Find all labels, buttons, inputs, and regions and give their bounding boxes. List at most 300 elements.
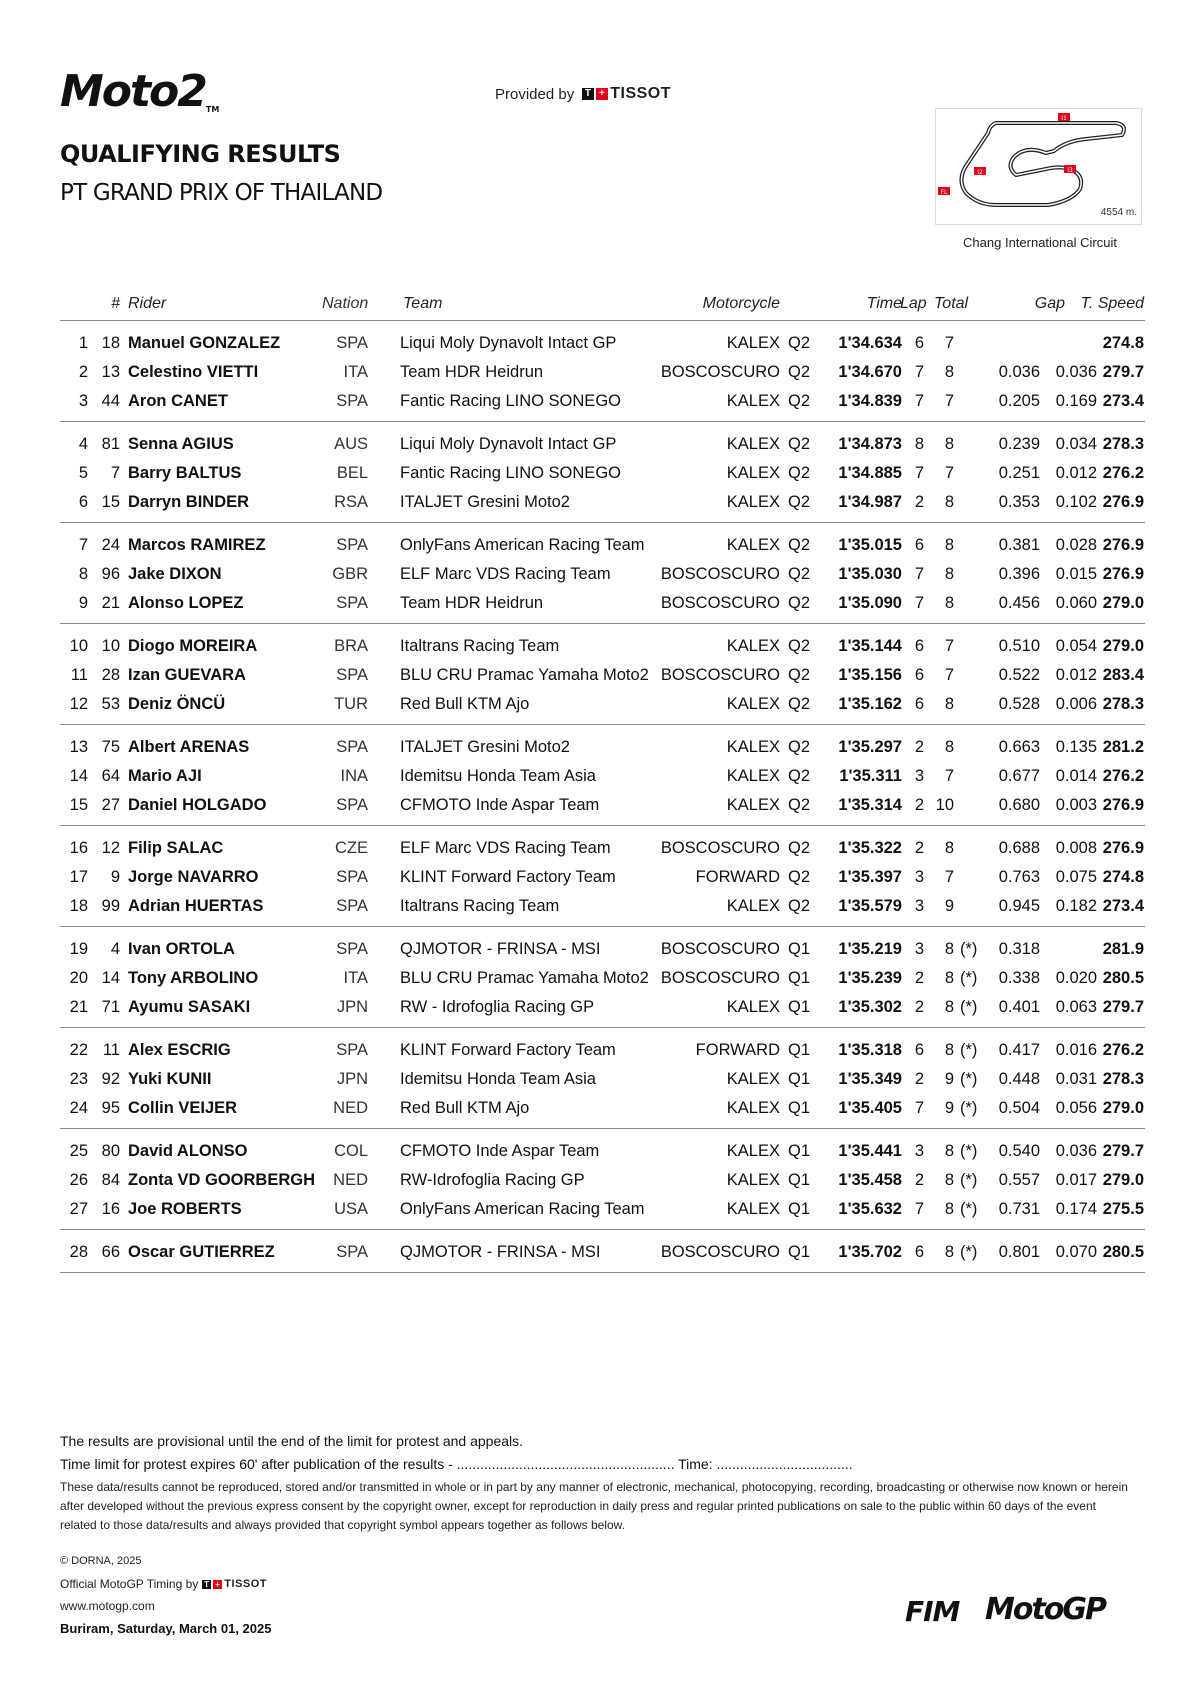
position: 16 <box>69 839 88 857</box>
nation: ITA <box>343 363 368 381</box>
lap-time: 1'34.634 <box>838 334 902 352</box>
protest-note: Time limit for protest expires 60' after publication of the results - ........................................................ Time: ................................... <box>60 1456 853 1472</box>
team-name: OnlyFans American Racing Team <box>400 1200 645 1218</box>
session: Q2 <box>787 897 810 915</box>
nation: SPA <box>336 1243 368 1261</box>
rider-number: 21 <box>101 594 120 612</box>
session: Q1 <box>787 1142 810 1160</box>
rider-name: Marcos RAMIREZ <box>128 536 266 554</box>
nation: SPA <box>336 868 368 886</box>
best-lap: 2 <box>914 493 924 511</box>
motorcycle: KALEX <box>726 1142 780 1160</box>
results-table <box>60 290 1145 1273</box>
lap-time: 1'35.162 <box>838 695 902 713</box>
table-row <box>60 863 1145 892</box>
top-speed: 280.5 <box>1102 969 1144 987</box>
best-lap: 3 <box>914 767 924 785</box>
table-row <box>60 1065 1145 1094</box>
nation: SPA <box>336 1041 368 1059</box>
motorcycle: KALEX <box>726 767 780 785</box>
rider-number: 96 <box>101 565 120 583</box>
total-laps: 10 <box>935 796 954 814</box>
motorcycle: BOSCOSCURO <box>660 1243 780 1261</box>
q1-flag: (*) <box>960 1099 978 1117</box>
gap-previous: 0.169 <box>1055 392 1097 410</box>
gap-previous: 0.028 <box>1055 536 1097 554</box>
top-speed: 283.4 <box>1102 666 1144 684</box>
row-group <box>60 1230 1145 1273</box>
table-row <box>60 459 1145 488</box>
table-row <box>60 430 1145 459</box>
motorcycle: KALEX <box>726 1171 780 1189</box>
position: 27 <box>69 1200 88 1218</box>
table-row <box>60 531 1145 560</box>
nation: JPN <box>336 1070 368 1088</box>
rider-name: Collin VEIJER <box>128 1099 238 1117</box>
event-title: PT GRAND PRIX OF THAILAND <box>60 180 383 206</box>
table-row <box>60 935 1145 964</box>
motorcycle: KALEX <box>726 334 780 352</box>
timing-credit: Official MotoGP Timing by T + TISSOT <box>60 1577 268 1591</box>
position: 11 <box>70 666 88 684</box>
top-speed: 276.2 <box>1102 1041 1144 1059</box>
session: Q2 <box>787 334 810 352</box>
rider-number: 81 <box>101 435 120 453</box>
header-nation: Nation <box>322 295 369 312</box>
lap-time: 1'35.302 <box>838 998 902 1016</box>
table-row <box>60 1036 1145 1065</box>
position: 3 <box>78 392 88 410</box>
team-name: Liqui Moly Dynavolt Intact GP <box>400 435 617 453</box>
rider-name: Adrian HUERTAS <box>128 897 264 915</box>
nation: NED <box>333 1099 368 1117</box>
team-name: QJMOTOR - FRINSA - MSI <box>400 1243 601 1261</box>
rider-name: Tony ARBOLINO <box>128 969 259 987</box>
lap-time: 1'35.311 <box>839 767 902 785</box>
gap: 0.318 <box>998 940 1040 958</box>
rider-name: Alonso LOPEZ <box>128 594 244 612</box>
top-speed: 280.5 <box>1102 1243 1144 1261</box>
gap: 0.456 <box>998 594 1040 612</box>
top-speed: 278.3 <box>1102 1070 1144 1088</box>
session: Q2 <box>787 796 810 814</box>
q1-flag: (*) <box>960 1171 978 1189</box>
rider-name: Celestino VIETTI <box>128 363 259 381</box>
motorcycle: BOSCOSCURO <box>660 565 780 583</box>
session: Q2 <box>787 695 810 713</box>
position: 14 <box>69 767 88 785</box>
session: Q1 <box>787 1243 810 1261</box>
finish-line-label: FL <box>940 189 948 196</box>
table-row <box>60 762 1145 791</box>
best-lap: 7 <box>914 565 924 583</box>
session: Q1 <box>787 998 810 1016</box>
rider-number: 24 <box>101 536 120 554</box>
best-lap: 6 <box>914 1243 924 1261</box>
row-group <box>60 1028 1145 1129</box>
total-laps: 8 <box>944 969 954 987</box>
position: 15 <box>69 796 88 814</box>
best-lap: 7 <box>914 363 924 381</box>
header-speed: T. Speed <box>1080 295 1144 312</box>
rider-number: 13 <box>101 363 120 381</box>
gap-previous: 0.003 <box>1055 796 1097 814</box>
position: 7 <box>78 536 88 554</box>
best-lap: 6 <box>914 536 924 554</box>
position: 1 <box>78 334 88 352</box>
rider-number: 18 <box>101 334 120 352</box>
gap: 0.528 <box>998 695 1040 713</box>
total-laps: 8 <box>944 940 954 958</box>
best-lap: 7 <box>914 1099 924 1117</box>
rider-number: 84 <box>101 1171 120 1189</box>
row-group <box>60 624 1145 725</box>
session: Q2 <box>787 839 810 857</box>
lap-time: 1'35.702 <box>838 1243 902 1261</box>
total-laps: 7 <box>944 868 954 886</box>
table-row <box>60 560 1145 589</box>
team-name: Fantic Racing LINO SONEGO <box>400 464 621 482</box>
team-name: Team HDR Heidrun <box>400 594 544 612</box>
rider-number: 92 <box>101 1070 120 1088</box>
top-speed: 279.7 <box>1102 363 1144 381</box>
position: 2 <box>78 363 88 381</box>
total-laps: 7 <box>944 392 954 410</box>
top-speed: 279.7 <box>1102 1142 1144 1160</box>
rider-number: 27 <box>101 796 120 814</box>
table-row <box>60 358 1145 387</box>
motorcycle: KALEX <box>726 1200 780 1218</box>
motorcycle: KALEX <box>726 493 780 511</box>
total-laps: 8 <box>944 565 954 583</box>
position: 28 <box>69 1243 88 1261</box>
session: Q1 <box>787 969 810 987</box>
rider-number: 53 <box>101 695 120 713</box>
motorcycle: KALEX <box>726 1099 780 1117</box>
motorcycle: KALEX <box>726 392 780 410</box>
total-laps: 7 <box>944 637 954 655</box>
row-group <box>60 826 1145 927</box>
team-name: BLU CRU Pramac Yamaha Moto2 <box>400 969 649 987</box>
position: 8 <box>78 565 88 583</box>
lap-time: 1'35.297 <box>838 738 902 756</box>
gap-previous: 0.006 <box>1055 695 1097 713</box>
place-date: Buriram, Saturday, March 01, 2025 <box>60 1621 272 1636</box>
top-speed: 276.9 <box>1102 839 1144 857</box>
total-laps: 8 <box>944 493 954 511</box>
motorcycle: KALEX <box>726 637 780 655</box>
gap-previous: 0.135 <box>1055 738 1097 756</box>
team-name: Team HDR Heidrun <box>400 363 544 381</box>
gap-previous: 0.182 <box>1055 897 1097 915</box>
rider-name: Zonta VD GOORBERGH <box>128 1171 316 1189</box>
copyright-note: These data/results cannot be reproduced, stored and/or transmitted in whole or in part by any manner of electronic, mechanical, photocopying, recording, broadcasting or otherwise now known or herein after developed without the previous express consent by the copyright owner, except for reproduction in daily press and regular printed publications on sale to the public within 60 days of the event related to those data/results and always provided that copyright symbol appears together as follows below. <box>60 1480 1128 1532</box>
rider-name: Albert ARENAS <box>128 738 250 756</box>
header-team: Team <box>403 295 443 312</box>
gap-previous: 0.063 <box>1055 998 1097 1016</box>
best-lap: 7 <box>914 594 924 612</box>
total-laps: 8 <box>944 695 954 713</box>
session: Q2 <box>787 594 810 612</box>
lap-time: 1'35.219 <box>838 940 902 958</box>
gap: 0.239 <box>998 435 1040 453</box>
team-name: KLINT Forward Factory Team <box>400 868 616 886</box>
best-lap: 7 <box>914 464 924 482</box>
nation: RSA <box>334 493 368 511</box>
tissot-logo: T + TISSOT <box>204 1578 268 1590</box>
total-laps: 9 <box>944 1099 954 1117</box>
motorcycle: KALEX <box>726 1070 780 1088</box>
top-speed: 279.0 <box>1102 594 1144 612</box>
session: Q2 <box>787 493 810 511</box>
team-name: Red Bull KTM Ajo <box>400 695 530 713</box>
gap: 0.381 <box>998 536 1040 554</box>
gap: 0.945 <box>998 897 1040 915</box>
total-laps: 9 <box>944 897 954 915</box>
rider-number: 9 <box>110 868 120 886</box>
gap-previous: 0.015 <box>1055 565 1097 583</box>
table-header <box>60 290 1145 321</box>
top-speed: 279.0 <box>1102 1171 1144 1189</box>
session: Q2 <box>787 392 810 410</box>
rider-name: Filip SALAC <box>128 839 224 857</box>
motorcycle: BOSCOSCURO <box>660 594 780 612</box>
lap-time: 1'34.839 <box>838 392 902 410</box>
position: 19 <box>69 940 88 958</box>
results-body <box>60 321 1145 1273</box>
best-lap: 3 <box>914 897 924 915</box>
position: 23 <box>69 1070 88 1088</box>
team-name: RW - Idrofoglia Racing GP <box>400 998 595 1016</box>
gap-previous: 0.174 <box>1055 1200 1097 1218</box>
lap-time: 1'35.318 <box>838 1041 902 1059</box>
rider-name: Ivan ORTOLA <box>128 940 235 958</box>
gap: 0.401 <box>998 998 1040 1016</box>
motorcycle: KALEX <box>726 897 780 915</box>
top-speed: 281.2 <box>1102 738 1144 756</box>
session: Q1 <box>787 1200 810 1218</box>
total-laps: 8 <box>944 998 954 1016</box>
top-speed: 278.3 <box>1102 695 1144 713</box>
motorcycle: BOSCOSCURO <box>660 363 780 381</box>
nation: COL <box>334 1142 368 1160</box>
nation: SPA <box>336 897 368 915</box>
team-name: Idemitsu Honda Team Asia <box>400 1070 596 1088</box>
nation: SPA <box>336 392 368 410</box>
nation: JPN <box>336 998 368 1016</box>
best-lap: 6 <box>914 666 924 684</box>
rider-name: Diogo MOREIRA <box>128 637 258 655</box>
best-lap: 2 <box>914 796 924 814</box>
team-name: Red Bull KTM Ajo <box>400 1099 530 1117</box>
session: Q2 <box>787 565 810 583</box>
gap: 0.801 <box>998 1243 1040 1261</box>
rider-name: Jorge NAVARRO <box>128 868 259 886</box>
team-name: ELF Marc VDS Racing Team <box>400 839 611 857</box>
table-row <box>60 892 1145 921</box>
session: Q1 <box>787 1099 810 1117</box>
nation: GBR <box>332 565 368 583</box>
rider-name: Deniz ÖNCÜ <box>128 695 226 713</box>
rider-number: 4 <box>110 940 120 958</box>
rider-number: 80 <box>101 1142 120 1160</box>
q1-flag: (*) <box>960 998 978 1016</box>
rider-name: Darryn BINDER <box>128 493 250 511</box>
session: Q2 <box>787 435 810 453</box>
top-speed: 274.8 <box>1102 334 1144 352</box>
gap: 0.417 <box>998 1041 1040 1059</box>
page-title: QUALIFYING RESULTS <box>60 140 341 168</box>
motogp-logo: MotoGP <box>985 1592 1106 1627</box>
best-lap: 7 <box>914 392 924 410</box>
motorcycle: FORWARD <box>695 1041 780 1059</box>
nation: SPA <box>336 666 368 684</box>
q1-flag: (*) <box>960 1243 978 1261</box>
best-lap: 6 <box>914 695 924 713</box>
gap: 0.338 <box>998 969 1040 987</box>
gap-previous: 0.012 <box>1055 464 1097 482</box>
table-row <box>60 1238 1145 1267</box>
provided-by-label: Provided by <box>495 85 575 103</box>
lap-time: 1'35.030 <box>838 565 902 583</box>
total-laps: 8 <box>944 363 954 381</box>
top-speed: 279.7 <box>1102 998 1144 1016</box>
best-lap: 2 <box>914 998 924 1016</box>
lap-time: 1'34.873 <box>838 435 902 453</box>
gap-previous: 0.102 <box>1055 493 1097 511</box>
circuit-map <box>935 108 1142 225</box>
circuit-name: Chang International Circuit <box>963 235 1117 250</box>
header-lap: Lap <box>900 295 927 312</box>
gap: 0.510 <box>998 637 1040 655</box>
total-laps: 8 <box>944 536 954 554</box>
top-speed: 276.2 <box>1102 767 1144 785</box>
gap-previous: 0.017 <box>1055 1171 1097 1189</box>
website-link[interactable]: www.motogp.com <box>60 1599 155 1613</box>
position: 17 <box>69 868 88 886</box>
total-laps: 8 <box>944 1171 954 1189</box>
best-lap: 7 <box>914 1200 924 1218</box>
gap: 0.251 <box>998 464 1040 482</box>
top-speed: 276.9 <box>1102 536 1144 554</box>
position: 26 <box>69 1171 88 1189</box>
team-name: OnlyFans American Racing Team <box>400 536 645 554</box>
top-speed: 273.4 <box>1102 392 1144 410</box>
gap-previous: 0.054 <box>1055 637 1097 655</box>
rider-number: 75 <box>101 738 120 756</box>
top-speed: 276.9 <box>1102 493 1144 511</box>
motorcycle: BOSCOSCURO <box>660 839 780 857</box>
motorcycle: KALEX <box>726 998 780 1016</box>
session: Q1 <box>787 1041 810 1059</box>
gap-previous: 0.008 <box>1055 839 1097 857</box>
motorcycle: KALEX <box>726 536 780 554</box>
rider-number: 15 <box>101 493 120 511</box>
nation: SPA <box>336 536 368 554</box>
motorcycle: KALEX <box>726 796 780 814</box>
gap: 0.448 <box>998 1070 1040 1088</box>
q1-flag: (*) <box>960 1142 978 1160</box>
session: Q1 <box>787 1171 810 1189</box>
position: 21 <box>69 998 88 1016</box>
total-laps: 7 <box>944 767 954 785</box>
sector-label: I3 <box>1067 167 1073 174</box>
table-row <box>60 993 1145 1022</box>
table-row <box>60 964 1145 993</box>
nation: AUS <box>334 435 368 453</box>
gap: 0.353 <box>998 493 1040 511</box>
nation: NED <box>333 1171 368 1189</box>
rider-name: Mario AJI <box>128 767 202 785</box>
row-group <box>60 725 1145 826</box>
team-name: ELF Marc VDS Racing Team <box>400 565 611 583</box>
nation: SPA <box>336 796 368 814</box>
moto2-logo: Moto2TM <box>60 66 220 117</box>
lap-time: 1'35.314 <box>838 796 902 814</box>
best-lap: 2 <box>914 1070 924 1088</box>
rider-name: Daniel HOLGADO <box>128 796 267 814</box>
gap-previous: 0.012 <box>1055 666 1097 684</box>
motorcycle: KALEX <box>726 695 780 713</box>
nation: SPA <box>336 594 368 612</box>
motorcycle: KALEX <box>726 738 780 756</box>
team-name: ITALJET Gresini Moto2 <box>400 738 570 756</box>
row-group <box>60 523 1145 624</box>
table-row <box>60 589 1145 618</box>
rider-name: Aron CANET <box>128 392 228 410</box>
total-laps: 8 <box>944 435 954 453</box>
rider-name: Yuki KUNII <box>128 1070 212 1088</box>
position: 25 <box>69 1142 88 1160</box>
total-laps: 8 <box>944 594 954 612</box>
total-laps: 8 <box>944 839 954 857</box>
rider-name: Izan GUEVARA <box>128 666 246 684</box>
rider-number: 12 <box>101 839 120 857</box>
header-rider: Rider <box>128 295 167 312</box>
total-laps: 7 <box>944 334 954 352</box>
gap-previous: 0.070 <box>1055 1243 1097 1261</box>
total-laps: 8 <box>944 1041 954 1059</box>
total-laps: 8 <box>944 1200 954 1218</box>
team-name: CFMOTO Inde Aspar Team <box>400 796 600 814</box>
lap-time: 1'35.015 <box>838 536 902 554</box>
nation: ITA <box>343 969 368 987</box>
lap-time: 1'35.632 <box>838 1200 902 1218</box>
table-row <box>60 1166 1145 1195</box>
total-laps: 7 <box>944 464 954 482</box>
rider-name: Ayumu SASAKI <box>128 998 251 1016</box>
best-lap: 6 <box>914 1041 924 1059</box>
lap-time: 1'35.579 <box>838 897 902 915</box>
header-time: Time <box>866 295 902 312</box>
gap: 0.763 <box>998 868 1040 886</box>
nation: TUR <box>334 695 368 713</box>
session: Q1 <box>787 940 810 958</box>
gap: 0.522 <box>998 666 1040 684</box>
q1-flag: (*) <box>960 940 978 958</box>
lap-time: 1'35.397 <box>838 868 902 886</box>
team-name: Italtrans Racing Team <box>400 637 560 655</box>
session: Q2 <box>787 738 810 756</box>
lap-time: 1'35.458 <box>838 1171 902 1189</box>
lap-time: 1'35.441 <box>838 1142 902 1160</box>
team-name: KLINT Forward Factory Team <box>400 1041 616 1059</box>
team-name: BLU CRU Pramac Yamaha Moto2 <box>400 666 649 684</box>
top-speed: 278.3 <box>1102 435 1144 453</box>
q1-flag: (*) <box>960 1070 978 1088</box>
top-speed: 273.4 <box>1102 897 1144 915</box>
rider-number: 95 <box>101 1099 120 1117</box>
